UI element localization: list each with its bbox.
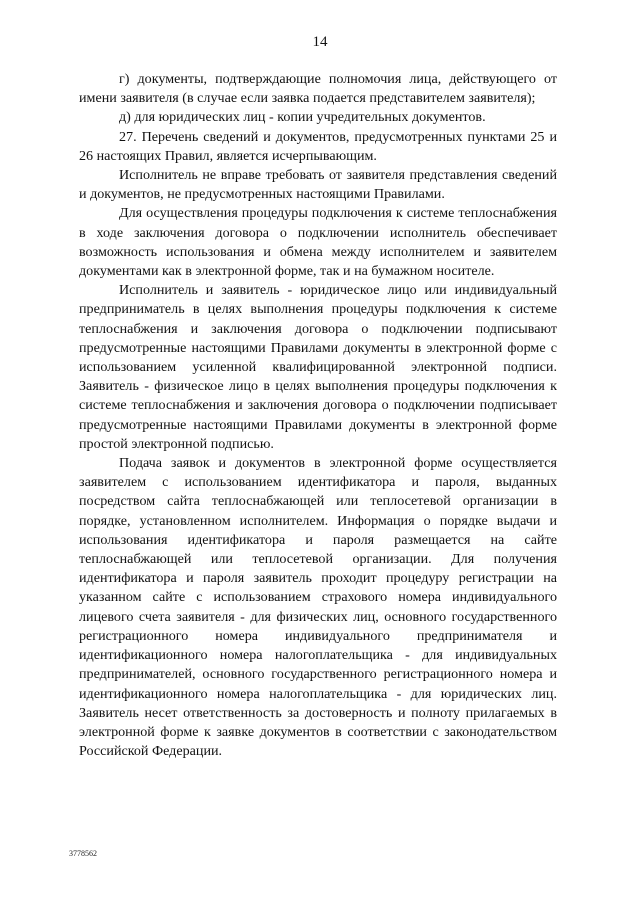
document-code: 3778562 xyxy=(69,849,97,858)
paragraph-document-exchange: Для осуществления процедуры подключения к системе теплоснабжения в ходе заключения договора о подключении исполнитель обеспечивает возможность использования и обмена между исполнителем и заявителем документами как в электронной форме, так и на бумажном носителе. xyxy=(79,205,557,280)
paragraph-27: 27. Перечень сведений и документов, предусмотренных пунктами 25 и 26 настоящих Правил, является исчерпывающим. xyxy=(79,128,557,164)
paragraph-executor-restriction: Исполнитель не вправе требовать от заявителя представления сведений и документов, не предусмотренных настоящими Правилами. xyxy=(79,167,557,203)
paragraph-electronic-submission: Подача заявок и документов в электронной форме осуществляется заявителем с использованием идентификатора и пароля, выданных посредством сайта теплоснабжающей или теплосетевой организации в порядке, установленном исполнителем. Информация о порядке выдачи и использования идентификатора и пароля размещается на сайте теплоснабжающей или теплосетевой организации. Для получения идентификатора и пароля заявитель проходит процедуру регистрации на указанном сайте с использованием страхового номера индивидуального лицевого счета заявителя - для физических лиц, основного государственного регистрационного номера индивидуального предпринимателя и идентификационного номера налогоплательщика - для индивидуальных предпринимателей, основного государственного регистрационного номера и идентификационного номера налогоплательщика - для юридических лиц. Заявитель несет ответственность за достоверность и полноту прилагаемых в электронной форме к заявке документов в соответствии с законодательством Российской Федерации. xyxy=(79,455,557,760)
page-number: 14 xyxy=(312,34,328,50)
paragraph-electronic-signature: Исполнитель и заявитель - юридическое лицо или индивидуальный предприниматель в целях выполнения процедуры подключения к системе теплоснабжения и заключения договора о подключении подписывают предусмотренные настоящими Правилами документы в электронной форме с использованием усиленной квалифицированной электронной подписи. Заявитель - физическое лицо в целях выполнения процедуры подключения к системе теплоснабжения и заключения договора о подключении подписывает предусмотренные настоящими Правилами документы в электронной форме простой электронной подписью. xyxy=(79,282,557,452)
document-body xyxy=(79,70,557,761)
paragraph-item-d: д) для юридических лиц - копии учредительных документов. xyxy=(119,109,486,126)
paragraph-item-g: г) документы, подтверждающие полномочия лица, действующего от имени заявителя (в случае если заявка подается представителем заявителя); xyxy=(79,71,557,107)
